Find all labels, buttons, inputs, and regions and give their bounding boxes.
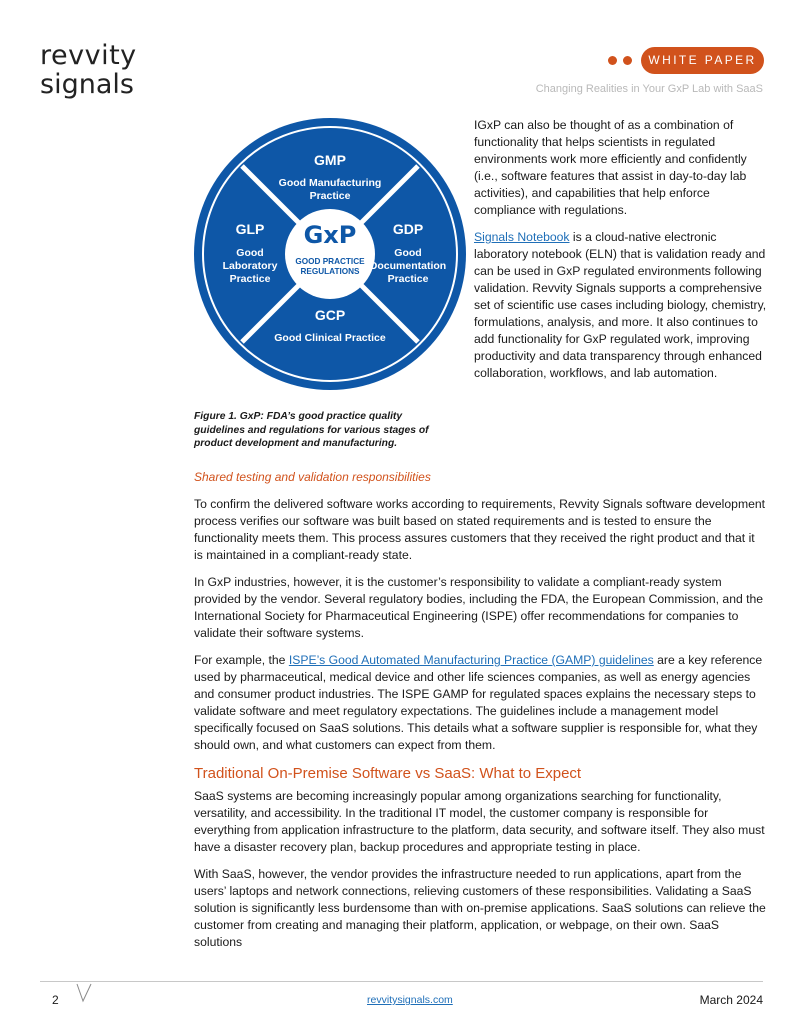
gmp-label-2: Practice bbox=[309, 190, 351, 202]
intro-column bbox=[474, 117, 767, 392]
glp-abbr: GLP bbox=[235, 221, 265, 237]
ispe-gamp-link[interactable]: ISPE’s Good Automated Manufacturing Practice (GAMP) guidelines bbox=[288, 653, 654, 667]
gmp-label-1: Good Manufacturing bbox=[278, 177, 382, 189]
main-body bbox=[194, 469, 766, 961]
body-paragraph-1: To confirm the delivered software works according to requirements, Revvity Signals software development process verifies our software was built based on stated requirements and is tested to ensure the functionality meets them. This process assures customers that they received the right product and that it is maintained in a compliant-ready state. bbox=[194, 497, 766, 562]
logo-wordmark-bottom: signals bbox=[40, 69, 134, 100]
body-paragraph-3-lead: For example, the bbox=[194, 653, 289, 667]
gdp-label-1: Good bbox=[394, 247, 422, 259]
page-number: 2 bbox=[52, 993, 59, 1007]
gmp-abbr: GMP bbox=[314, 152, 346, 168]
glp-label-1: Good bbox=[236, 247, 264, 259]
subheading-shared-testing: Shared testing and validation responsibilities bbox=[194, 470, 431, 484]
glp-label-3: Practice bbox=[229, 273, 271, 285]
footer-website-link[interactable]: revvitysignals.com bbox=[367, 994, 453, 1006]
document-subtitle: Changing Realities in Your GxP Lab with SaaS bbox=[535, 83, 763, 95]
gxp-wheel-figure bbox=[194, 118, 466, 390]
gdp-label-2: Documentation bbox=[369, 260, 447, 272]
body-paragraph-5: With SaaS, however, the vendor provides the infrastructure needed to run applications, apart from the users’ laptops and network connections, relieving customers of these responsibilities. Validating a SaaS solution is significantly less burdensome than with on-premise applications. SaaS solutions can relieve the customer from creating and managing their platform, application, or webpage, on their own. SaaS solutions bbox=[194, 867, 766, 949]
decorative-dot bbox=[623, 56, 632, 65]
center-subtitle-2: REGULATIONS bbox=[300, 267, 360, 276]
intro-paragraph-2 bbox=[474, 229, 767, 382]
publication-date: March 2024 bbox=[699, 993, 763, 1007]
gcp-abbr: GCP bbox=[314, 307, 346, 323]
gdp-abbr: GDP bbox=[392, 221, 424, 237]
decorative-dot bbox=[608, 56, 617, 65]
section-heading-saas: Traditional On-Premise Software vs SaaS: What to Expect bbox=[194, 765, 582, 782]
footer-logo-mark-icon bbox=[76, 983, 92, 1003]
center-title: GxP bbox=[303, 221, 357, 249]
intro-paragraph-1: IGxP can also be thought of as a combination of functionality that helps scientists in regulated environments work more efficiently and confidently (i.e., software features that assist in day-to-day lab activities), and capabilities that help enforce compliance with regulations. bbox=[474, 118, 747, 217]
body-paragraph-3 bbox=[194, 652, 766, 754]
center-subtitle-1: GOOD PRACTICE bbox=[295, 257, 365, 266]
gdp-label-3: Practice bbox=[387, 273, 429, 285]
glp-label-2: Laboratory bbox=[222, 260, 278, 272]
signals-notebook-link[interactable]: Signals Notebook bbox=[474, 230, 570, 244]
body-paragraph-4: SaaS systems are becoming increasingly popular among organizations searching for functionality, versatility, and accessibility. In the traditional IT model, the customer company is responsible for everything from application infrastructure to the platform, data security, and software itself. They also must have a disaster recovery plan, backup procedures and appropriate testing in place. bbox=[194, 789, 765, 854]
footer-divider bbox=[40, 981, 763, 982]
body-paragraph-3-text: are a key reference used by pharmaceutical, medical device and other life sciences companies, as well as energy agencies and consumer product industries. The ISPE GAMP for regulated spaces explains the necessary steps to validate software and meet regulatory expectations. The guidelines include a management model specifically focused on SaaS solutions. This details what a software supplier is responsible for, what they should own, and what customers can expect from them. bbox=[194, 653, 763, 752]
gcp-label-1: Good Clinical Practice bbox=[274, 332, 386, 344]
revvity-signals-logo bbox=[40, 42, 137, 98]
logo-wordmark-top: revvity bbox=[40, 40, 137, 71]
intro-paragraph-2-text: is a cloud-native electronic laboratory notebook (ELN) that is validation ready and can be used in GxP regulated environments following validation. Revvity Signals supports a comprehensive set of scientific use cases including biology, chemistry, formulations, analysis, and more. It also continues to add functionality for GxP regulated work, improving productivity and data transparency through enhanced collaboration, workflows, and lab automation. bbox=[474, 230, 767, 380]
body-paragraph-2: In GxP industries, however, it is the customer’s responsibility to validate a compliant-ready system provided by the vendor. Several regulatory bodies, including the FDA, the European Commission, and the International Society for Pharmaceutical Engineering (ISPE) offer recommendations for companies to validate their software systems. bbox=[194, 575, 764, 640]
white-paper-badge: WHITE PAPER bbox=[641, 47, 764, 74]
figure-caption: Figure 1. GxP: FDA’s good practice quality guidelines and regulations for various stages of product development and manufacturing. bbox=[194, 411, 429, 449]
